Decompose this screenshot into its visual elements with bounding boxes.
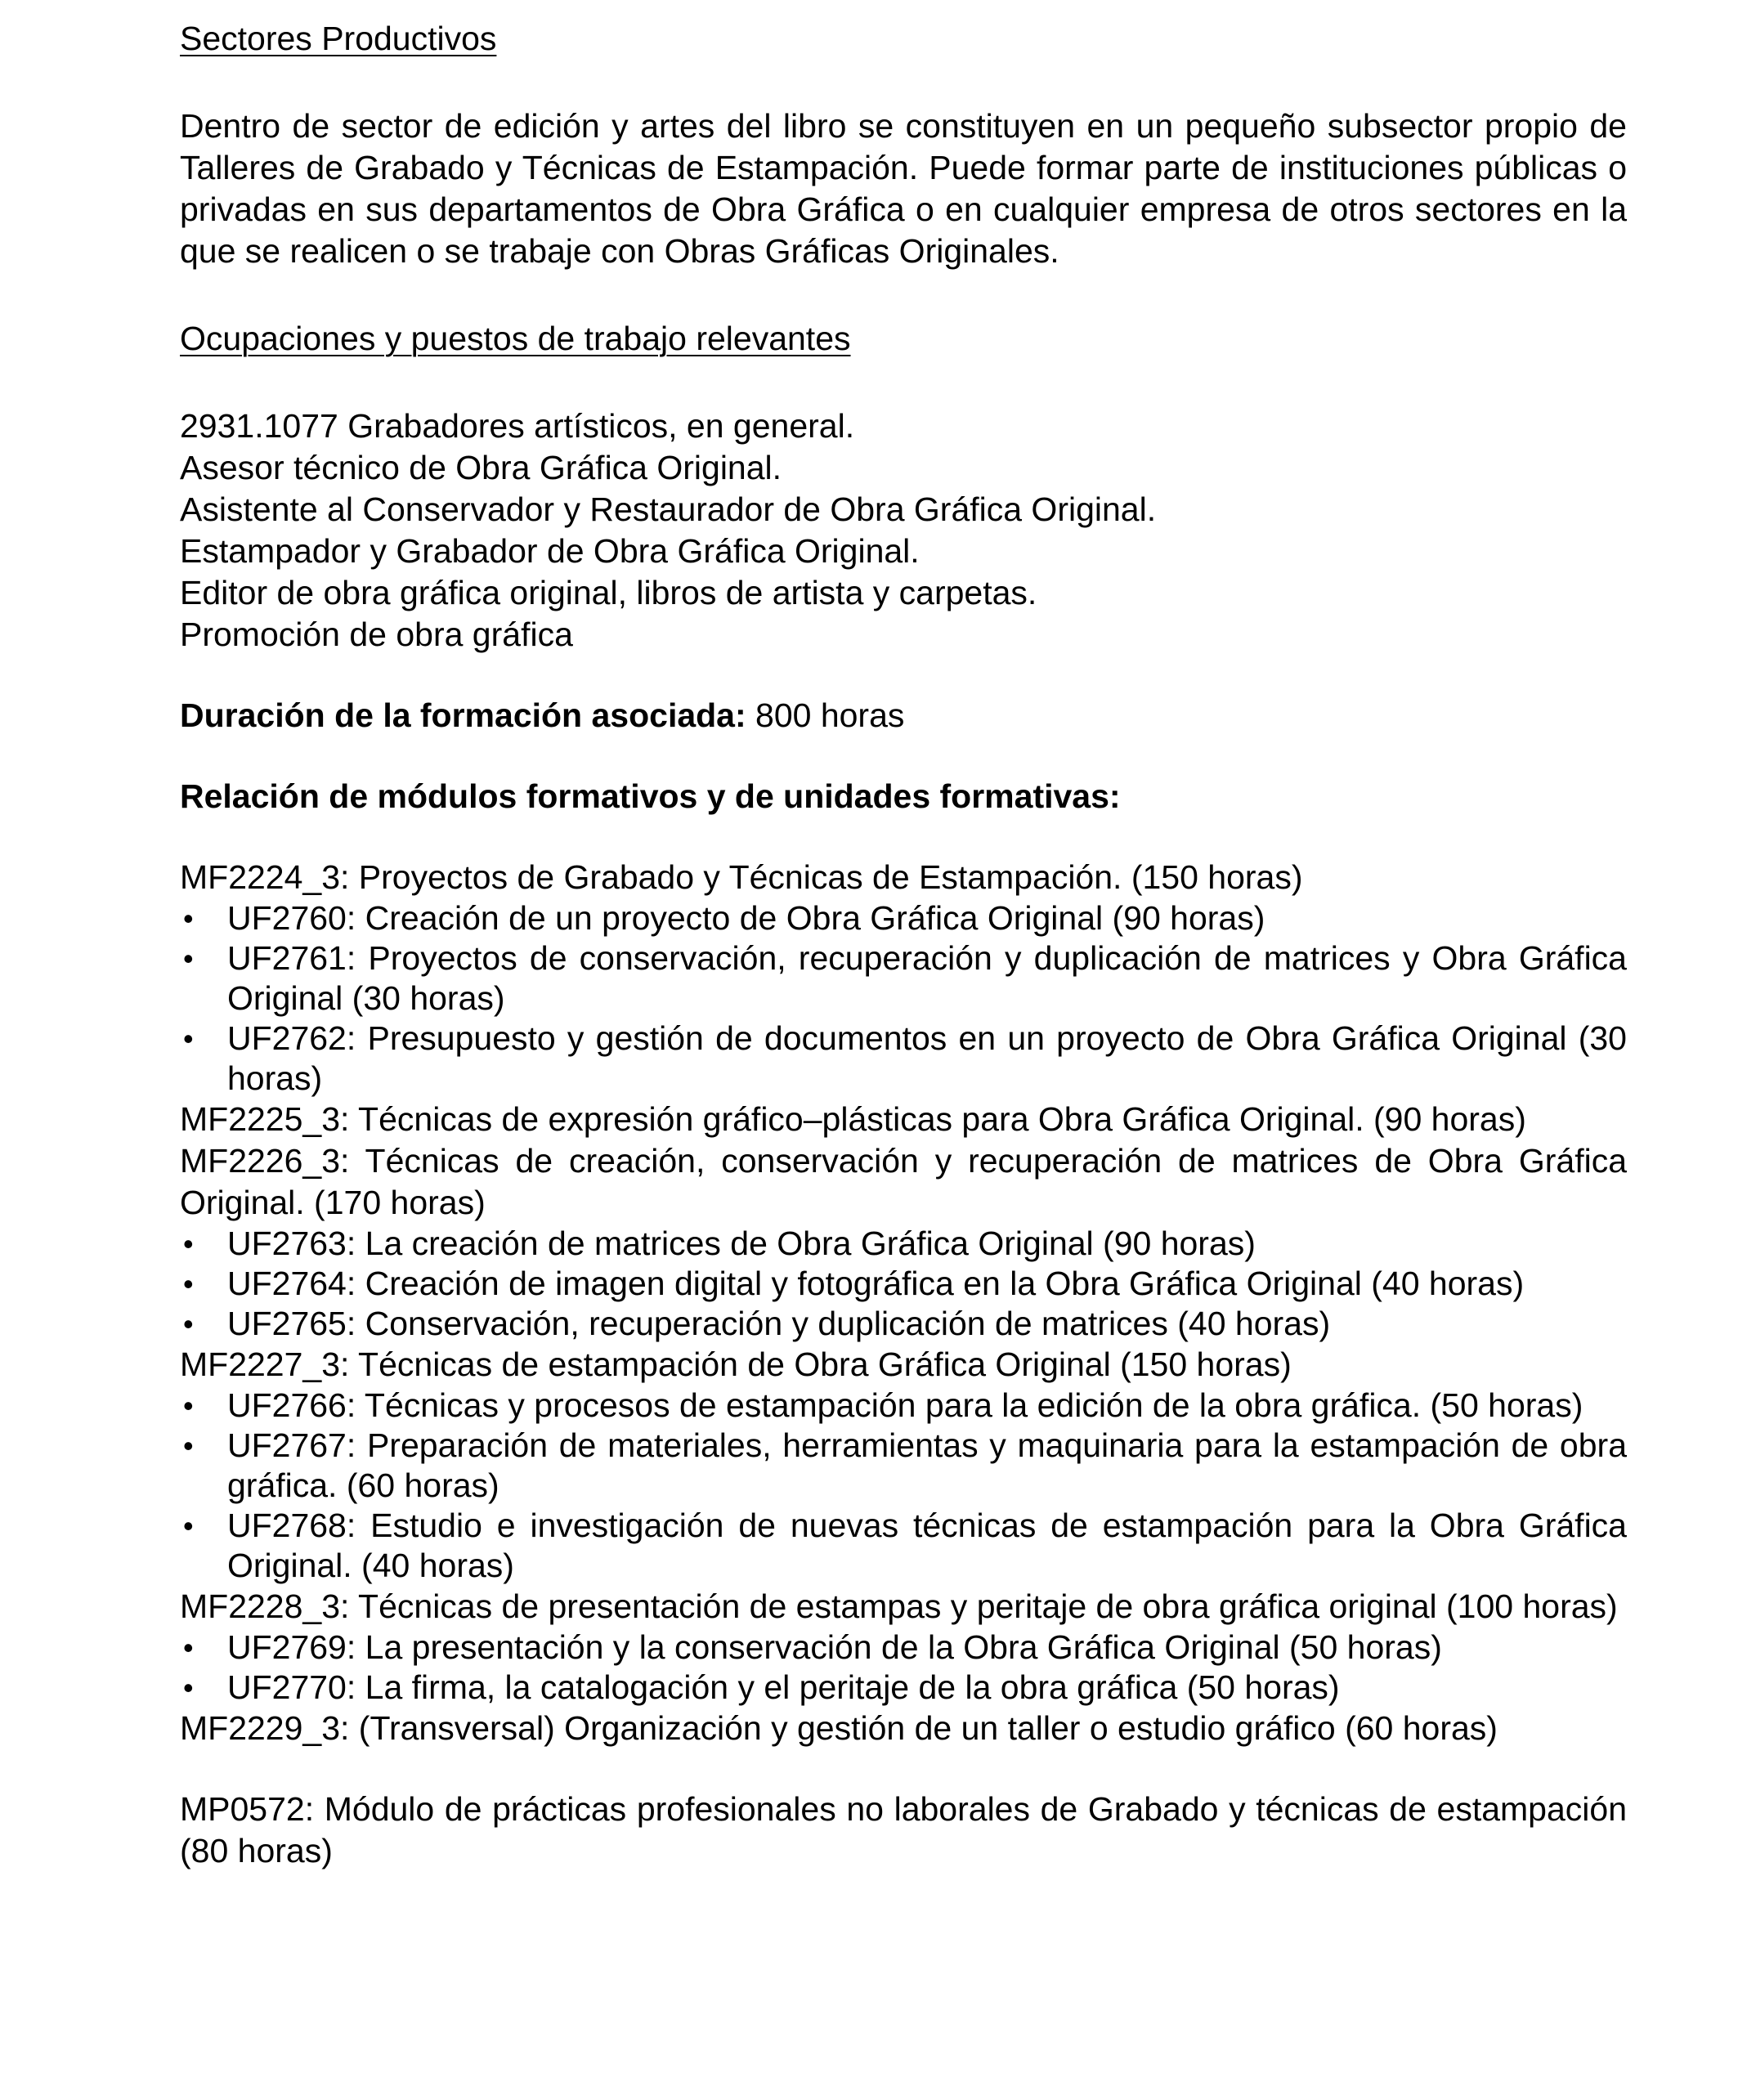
unidad-item: • UF2760: Creación de un proyecto de Obra Gráfica Original (90 horas) [180, 898, 1627, 938]
modulos-list [180, 857, 1627, 1749]
modulo-title: MF2225_3: Técnicas de expresión gráfico–plásticas para Obra Gráfica Original. (90 horas) [180, 1100, 1526, 1138]
unidad-item: • UF2762: Presupuesto y gestión de documentos en un proyecto de Obra Gráfica Original (30 horas) [180, 1019, 1627, 1099]
unidad-item: • UF2764: Creación de imagen digital y fotográfica en la Obra Gráfica Original (40 horas) [180, 1264, 1627, 1304]
unidad-item: • UF2765: Conservación, recuperación y duplicación de matrices (40 horas) [180, 1304, 1627, 1344]
unidades-list [180, 898, 1627, 1099]
modulo-title: MF2228_3: Técnicas de presentación de estampas y peritaje de obra gráfica original (100 horas) [180, 1587, 1618, 1625]
unidad-item: • UF2763: La creación de matrices de Obra Gráfica Original (90 horas) [180, 1224, 1627, 1264]
ocupacion-item: Promoción de obra gráfica [180, 616, 573, 653]
ocupaciones-heading: Ocupaciones y puestos de trabajo relevantes [180, 320, 851, 357]
duracion-line [180, 695, 1627, 737]
ocupacion-item: Estampador y Grabador de Obra Gráfica Original. [180, 532, 920, 570]
modulo-title: MF2226_3: Técnicas de creación, conservación y recuperación de matrices de Obra Gráfica Original. (170 horas) [180, 1142, 1627, 1221]
duracion-value: 800 horas [746, 696, 905, 734]
ocupacion-item: Asesor técnico de Obra Gráfica Original. [180, 449, 782, 486]
relacion-heading: Relación de módulos formativos y de unidades formativas: [180, 777, 1121, 815]
unidades-list [180, 1386, 1627, 1586]
ocupaciones-list [180, 405, 1627, 656]
unidad-item: • UF2770: La firma, la catalogación y el peritaje de la obra gráfica (50 horas) [180, 1668, 1627, 1708]
modulo-title: MF2224_3: Proyectos de Grabado y Técnicas de Estampación. (150 horas) [180, 858, 1303, 896]
ocupacion-item: Editor de obra gráfica original, libros de artista y carpetas. [180, 574, 1037, 611]
modulo-title: MF2229_3: (Transversal) Organización y gestión de un taller o estudio gráfico (60 horas) [180, 1709, 1498, 1747]
unidad-item: • UF2766: Técnicas y procesos de estampación para la edición de la obra gráfica. (50 horas) [180, 1386, 1627, 1426]
unidad-item: • UF2768: Estudio e investigación de nuevas técnicas de estampación para la Obra Gráfica Original. (40 horas) [180, 1506, 1627, 1586]
modulo-title: MF2227_3: Técnicas de estampación de Obra Gráfica Original (150 horas) [180, 1346, 1292, 1383]
ocupacion-item: Asistente al Conservador y Restaurador de Obra Gráfica Original. [180, 490, 1157, 528]
unidad-item: • UF2767: Preparación de materiales, herramientas y maquinaria para la estampación de obra gráfica. (60 horas) [180, 1426, 1627, 1506]
unidad-item: • UF2769: La presentación y la conservación de la Obra Gráfica Original (50 horas) [180, 1628, 1627, 1668]
sectores-body: Dentro de sector de edición y artes del libro se constituyen en un pequeño subsector propio de Talleres de Grabado y Técnicas de Estampación. Puede formar parte de instituciones públicas o privadas en sus departamentos de Obra Gráfica o en cualquier empresa de otros sectores en la que se realicen o se trabaje con Obras Gráficas Originales. [180, 107, 1627, 270]
ocupacion-item: 2931.1077 Grabadores artísticos, en general. [180, 407, 855, 445]
document-page [180, 18, 1627, 1872]
unidad-item: • UF2761: Proyectos de conservación, recuperación y duplicación de matrices y Obra Gráfica Original (30 horas) [180, 938, 1627, 1019]
unidades-list [180, 1224, 1627, 1344]
practicas-line: MP0572: Módulo de prácticas profesionales no laborales de Grabado y técnicas de estampación (80 horas) [180, 1790, 1627, 1869]
duracion-label: Duración de la formación asociada: [180, 696, 746, 734]
unidades-list [180, 1628, 1627, 1708]
sectores-heading: Sectores Productivos [180, 20, 497, 57]
